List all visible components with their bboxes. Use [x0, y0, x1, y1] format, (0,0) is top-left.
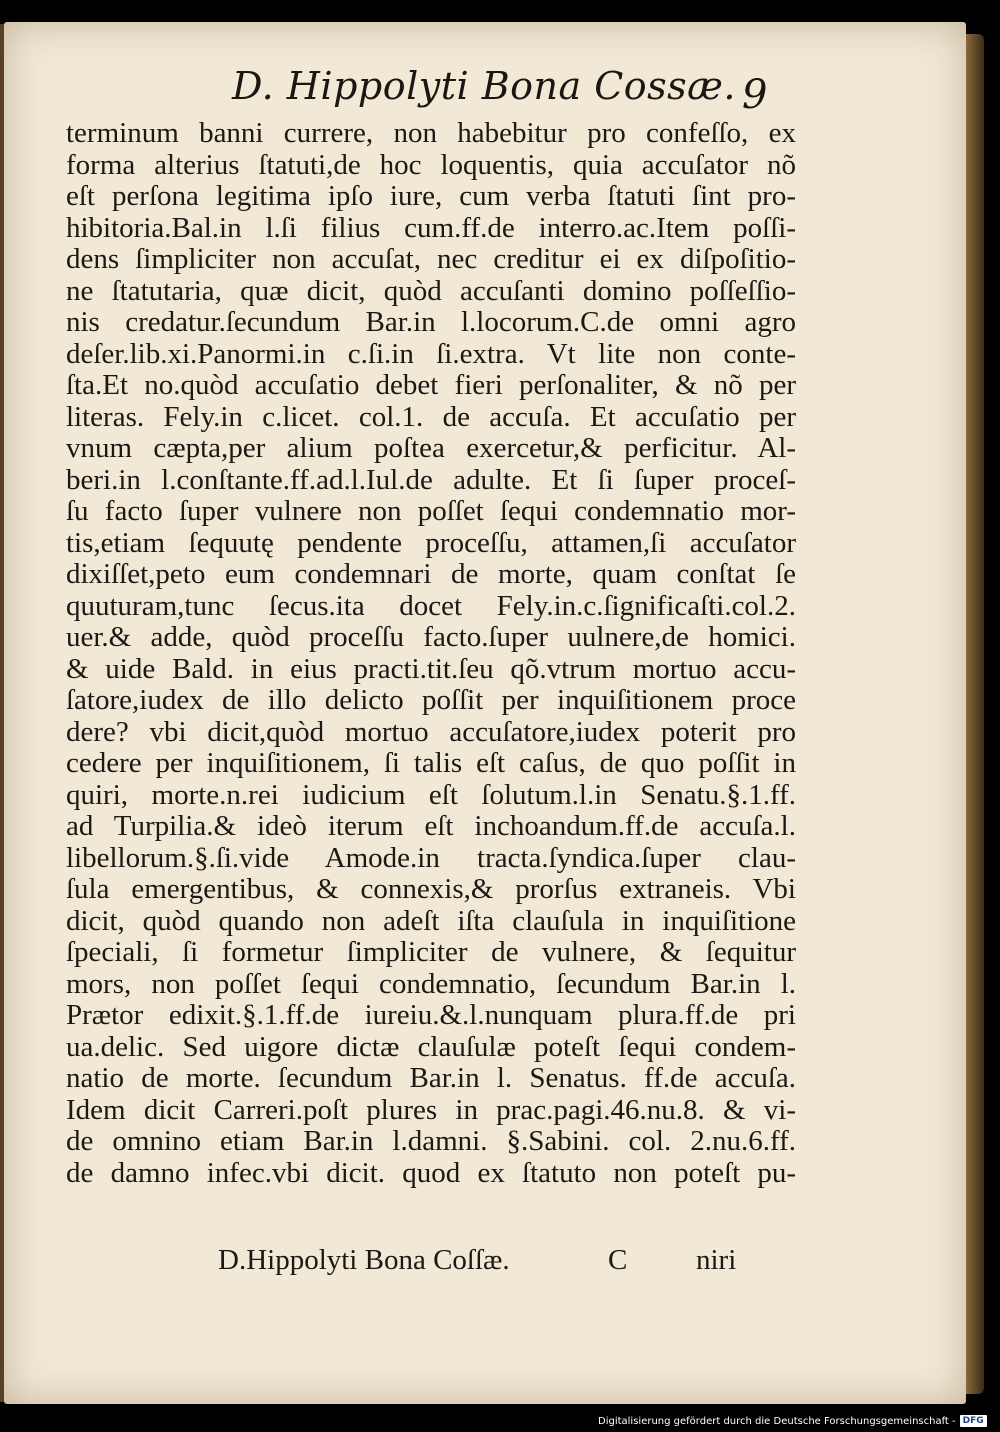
- footer-title: D.Hippolyti Bona Coſſæ.: [218, 1244, 510, 1276]
- text-line: vnum cæpta,per alium poſtea exercetur,& perficitur. Al-: [66, 432, 796, 464]
- body-text: [66, 118, 796, 1189]
- text-line: uer.& adde, quòd proceſſu facto.ſuper uulnere,de homici.: [66, 621, 796, 653]
- page-number: 9: [742, 72, 768, 118]
- text-line: ſatore,iudex de illo delicto poſſit per inquiſitionem proce: [66, 684, 796, 716]
- text-line: ſu facto ſuper vulnere non poſſet ſequi condemnatio mor-: [66, 495, 796, 527]
- text-line: Idem dicit Carreri.poſt plures in prac.pagi.46.nu.8. & vi-: [66, 1093, 796, 1126]
- text-line: & uide Bald. in eius practi.tit.ſeu qõ.vtrum mortuo accu-: [66, 652, 796, 685]
- text-line: dixiſſet,peto eum condemnari de morte, quam conſtat ſe: [66, 558, 796, 590]
- credit-text: Digitalisierung gefördert durch die Deutsche Forschungsgemeinschaft -: [598, 1415, 956, 1427]
- digitization-credit: [598, 1413, 987, 1429]
- text-line: de damno infec.vbi dicit. quod ex ſtatuto non poteſt pu-: [66, 1156, 796, 1189]
- running-head: D. Hippolyti Bona Cossæ.: [232, 64, 736, 108]
- text-line: nis credatur.ſecundum Bar.in l.locorum.C.de omni agro: [66, 306, 796, 338]
- text-line: quiri, morte.n.rei iudicium eſt ſolutum.l.in Senatu.§.1.ff.: [66, 778, 796, 811]
- text-line: ne ſtatutaria, quæ dicit, quòd accuſanti domino poſſeſſio-: [66, 274, 796, 307]
- text-line: de omnino etiam Bar.in l.damni. §.Sabini. col. 2.nu.6.ff.: [66, 1125, 796, 1157]
- text-line: deſer.lib.xi.Panormi.in c.ſi.in ſi.extra. Vt lite non conte-: [66, 337, 796, 370]
- text-line: terminum banni currere, non habebitur pro confeſſo, ex: [66, 117, 796, 149]
- text-line: ſta.Et no.quòd accuſatio debet fieri perſonaliter, & nõ per: [66, 369, 796, 401]
- text-line: natio de morte. ſecundum Bar.in l. Senatus. ff.de accuſa.: [66, 1062, 796, 1094]
- catchword: niri: [696, 1244, 737, 1276]
- text-line: hibitoria.Bal.in l.ſi filius cum.ff.de interro.ac.Item poſſi-: [66, 211, 796, 244]
- text-line: ad Turpilia.& ideò iterum eſt inchoandum.ff.de accuſa.l.: [66, 810, 796, 842]
- text-line: libellorum.§.ſi.vide Amode.in tracta.ſyndica.ſuper clau-: [66, 841, 796, 874]
- text-line: dere? vbi dicit,quòd mortuo accuſatore,iudex poterit pro: [66, 715, 796, 748]
- text-line: ſula emergentibus, & connexis,& prorſus extraneis. Vbi: [66, 873, 796, 905]
- text-line: literas. Fely.in c.licet. col.1. de accuſa. Et accuſatio per: [66, 400, 796, 433]
- text-line: dens ſimpliciter non accuſat, nec creditur ei ex diſpoſitio-: [66, 243, 796, 275]
- page-footer: [0, 1244, 966, 1284]
- text-line: ua.delic. Sed uigore dictæ clauſulæ poteſt ſequi condem-: [66, 1030, 796, 1063]
- text-line: cedere per inquiſitionem, ſi talis eſt caſus, de quo poſſit in: [66, 747, 796, 779]
- page-edge: [966, 34, 984, 1394]
- text-line: dicit, quòd quando non adeſt iſta clauſula in inquiſitione: [66, 904, 796, 937]
- text-line: mors, non poſſet ſequi condemnatio, ſecundum Bar.in l.: [66, 967, 796, 1000]
- text-line: ſpeciali, ſi formetur ſimpliciter de vulnere, & ſequitur: [66, 936, 796, 968]
- signature-mark: C: [608, 1244, 628, 1276]
- text-line: quuturam,tunc ſecus.ita docet Fely.in.c.ſignificaſti.col.2.: [66, 589, 796, 622]
- text-line: Prætor edixit.§.1.ff.de iureiu.&.l.nunquam plura.ff.de pri: [66, 999, 796, 1031]
- text-line: beri.in l.conſtante.ff.ad.l.Iul.de adulte. Et ſi ſuper proceſ-: [66, 463, 796, 496]
- text-line: eſt perſona legitima ipſo iure, cum verba ſtatuti ſint pro-: [66, 180, 796, 212]
- dfg-logo-icon: DFG: [960, 1415, 987, 1427]
- text-line: tis,etiam ſequutę pendente proceſſu, attamen,ſi accuſator: [66, 526, 796, 559]
- text-line: forma alterius ſtatuti,de hoc loquentis, quia accuſator nõ: [66, 148, 796, 181]
